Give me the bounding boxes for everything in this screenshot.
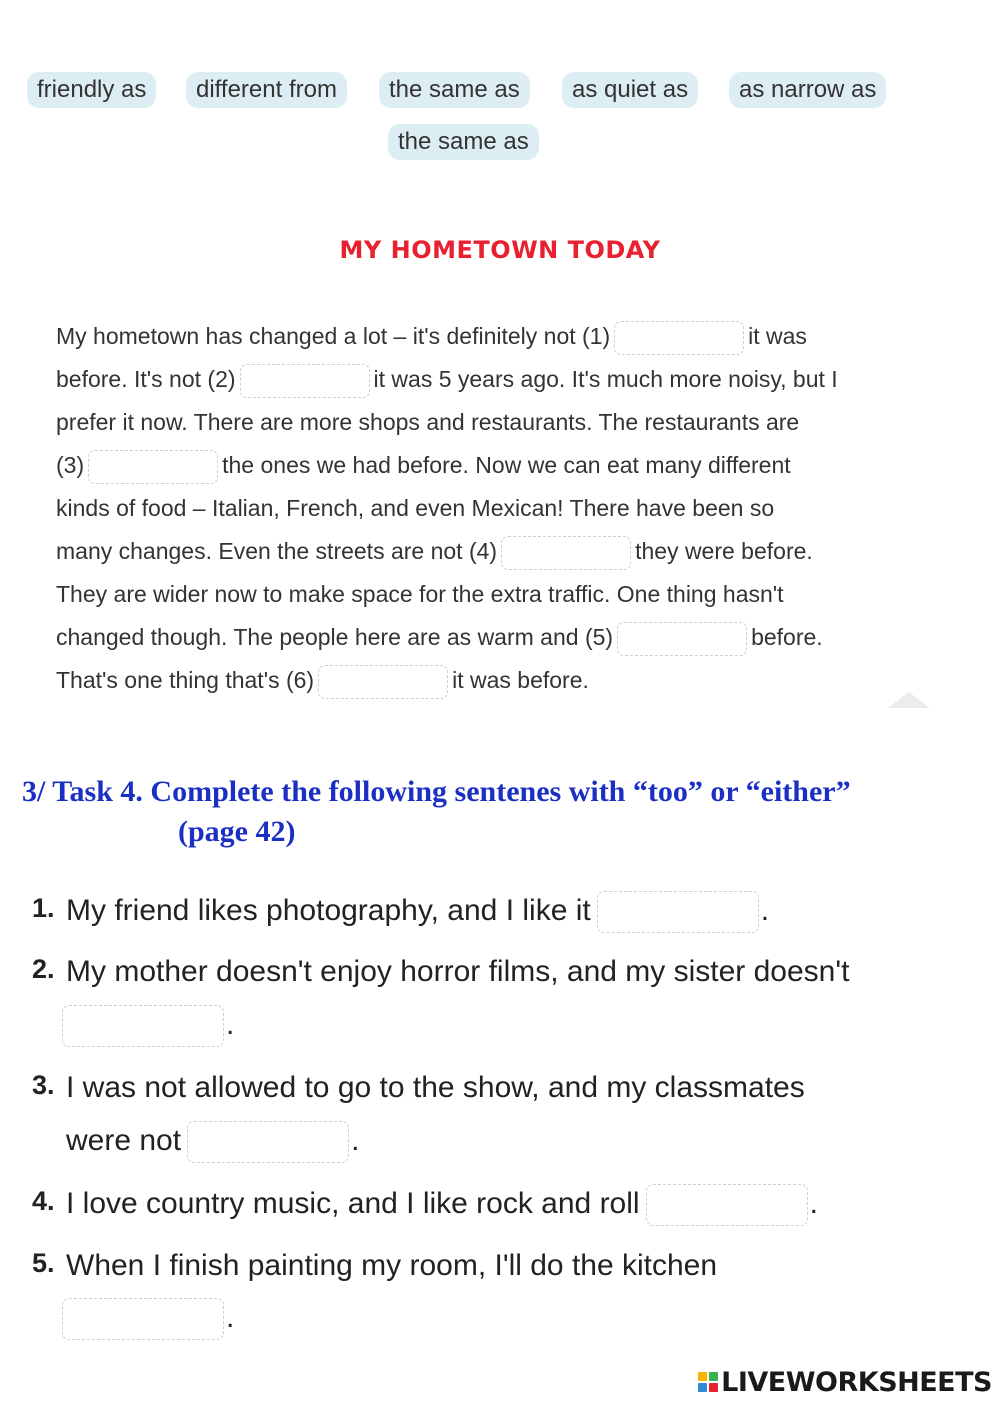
passage-text: many changes. Even the streets are not (4)	[56, 538, 498, 564]
item-1-line	[66, 888, 769, 934]
passage-text: it was	[748, 323, 807, 349]
task-title-line-2: (page 42)	[178, 815, 296, 848]
passage-text: (3)	[56, 452, 85, 478]
passage-blank-6[interactable]	[318, 665, 448, 699]
item-number: 1.	[32, 893, 55, 923]
passage-line	[56, 616, 823, 659]
item-period: .	[809, 1187, 818, 1220]
logo-square	[709, 1383, 718, 1392]
passage-text: They are wider now to make space for the extra traffic. One thing hasn't	[56, 581, 784, 607]
passage-text: That's one thing that's (6)	[56, 667, 315, 693]
item-3-line-2	[66, 1118, 359, 1164]
passage-text: it was before.	[452, 667, 589, 693]
word-chip-the-same-as[interactable]: the same as	[379, 72, 530, 108]
word-chip-friendly-as[interactable]: friendly as	[27, 72, 156, 108]
answer-blank-2[interactable]	[62, 1005, 224, 1047]
answer-blank-1[interactable]	[597, 891, 759, 933]
liveworksheets-logo	[698, 1365, 992, 1399]
logo-square	[698, 1383, 707, 1392]
item-text: I love country music, and I like rock and roll	[66, 1187, 640, 1220]
passage-blank-5[interactable]	[617, 622, 747, 656]
word-chip-as-narrow-as[interactable]: as narrow as	[729, 72, 886, 108]
passage-text: kinds of food – Italian, French, and even Mexican! There have been so	[56, 495, 775, 521]
answer-blank-5[interactable]	[62, 1298, 224, 1340]
passage-text: the ones we had before. Now we can eat many different	[222, 452, 791, 478]
item-text: I was not allowed to go to the show, and my classmates	[66, 1071, 805, 1104]
item-period: .	[226, 1301, 235, 1334]
passage-text: before.	[751, 624, 823, 650]
passage-text: before. It's not (2)	[56, 366, 236, 392]
passage-line	[56, 444, 791, 487]
faded-triangle-icon	[888, 692, 930, 708]
passage-line	[56, 315, 807, 358]
answer-blank-4[interactable]	[646, 1184, 808, 1226]
passage-line	[56, 401, 799, 444]
task-title-line-1: 3/ Task 4. Complete the following sentenes with “too” or “either”	[22, 775, 851, 808]
passage-line	[56, 573, 784, 616]
item-text: My mother doesn't enjoy horror films, and my sister doesn't	[66, 955, 850, 988]
item-5-line	[66, 1243, 717, 1289]
item-5-line-2	[62, 1295, 234, 1341]
item-number: 5.	[32, 1248, 55, 1278]
item-3-line	[66, 1065, 805, 1111]
word-chip-the-same-as-2[interactable]: the same as	[388, 124, 539, 160]
passage-blank-2[interactable]	[240, 364, 370, 398]
passage-line	[56, 358, 838, 401]
passage-line	[56, 530, 813, 573]
item-period: .	[351, 1124, 360, 1157]
item-period: .	[760, 894, 770, 927]
item-number: 2.	[32, 954, 55, 984]
word-chip-different-from[interactable]: different from	[186, 72, 347, 108]
item-period: .	[226, 1008, 235, 1041]
item-4-line	[66, 1181, 818, 1227]
passage-text: My hometown has changed a lot – it's definitely not (1)	[56, 323, 611, 349]
passage-line	[56, 487, 774, 530]
passage-text: changed though. The people here are as warm and (5)	[56, 624, 614, 650]
passage-text: they were before.	[635, 538, 813, 564]
item-text: My friend likes photography, and I like it	[66, 894, 591, 927]
logo-squares-icon	[698, 1372, 718, 1392]
word-chip-as-quiet-as[interactable]: as quiet as	[562, 72, 698, 108]
item-2-line-2	[62, 1002, 234, 1048]
task-title	[22, 772, 982, 852]
passage-line	[56, 659, 589, 702]
item-text: When I finish painting my room, I'll do the kitchen	[66, 1249, 718, 1282]
passage-blank-1[interactable]	[614, 321, 744, 355]
passage-text: prefer it now. There are more shops and restaurants. The restaurants are	[56, 409, 800, 435]
item-number: 4.	[32, 1186, 55, 1216]
item-2-line	[66, 949, 849, 995]
logo-square	[709, 1372, 718, 1381]
passage-text: it was 5 years ago. It's much more noisy, but I	[373, 366, 838, 392]
logo-square	[698, 1372, 707, 1381]
item-number: 3.	[32, 1070, 55, 1100]
passage-blank-4[interactable]	[501, 536, 631, 570]
logo-text: LIVEWORKSHEETS	[721, 1366, 992, 1398]
answer-blank-3[interactable]	[187, 1121, 349, 1163]
passage-title: MY HOMETOWN TODAY	[339, 236, 661, 264]
passage-blank-3[interactable]	[88, 450, 218, 484]
item-text: were not	[66, 1124, 182, 1157]
